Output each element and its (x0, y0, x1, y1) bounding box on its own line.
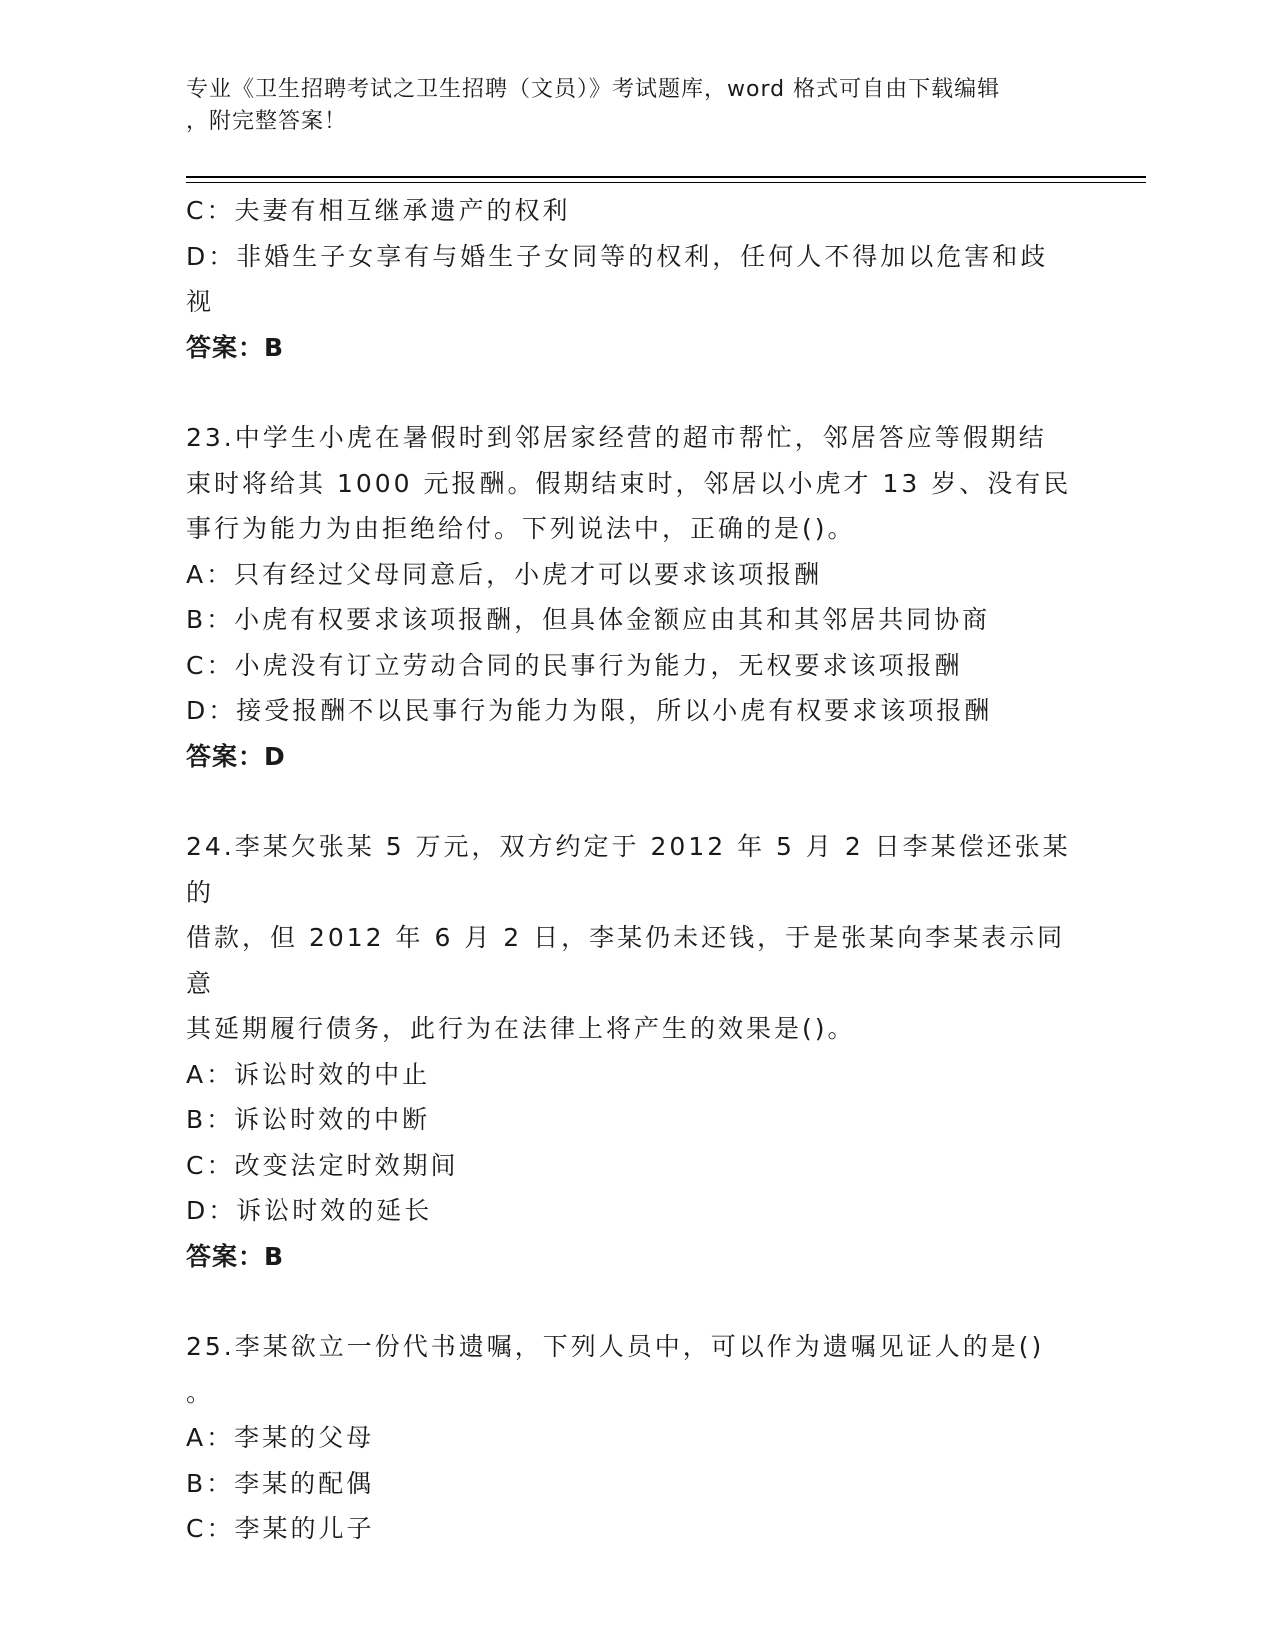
question-content (186, 188, 1076, 1552)
question-stem: 25.李某欲立一份代书遗嘱，下列人员中，可以作为遗嘱见证人的是() (186, 1332, 1045, 1361)
question-stem: 24.李某欠张某 5 万元，双方约定于 2012 年 5 月 2 日李某偿还张某的 (186, 832, 1071, 907)
header-line-2: ，附完整答案！ (186, 109, 348, 134)
header-divider-thin (186, 182, 1146, 183)
option-d-wrap: 视 (186, 287, 215, 316)
question-stem: 。 (186, 1377, 215, 1407)
question-22-continued (186, 188, 1076, 370)
question-stem: 其延期履行债务，此行为在法律上将产生的效果是()。 (186, 1014, 856, 1043)
answer: 答案：D (186, 741, 286, 771)
option-d: D：诉讼时效的延长 (186, 1196, 433, 1225)
option-c: C：夫妻有相互继承遗产的权利 (186, 196, 571, 225)
page-header (186, 74, 1086, 138)
spacer (186, 370, 1076, 415)
spacer (186, 1279, 1076, 1324)
option-d: D：非婚生子女享有与婚生子女同等的权利，任何人不得加以危害和歧 (186, 241, 1049, 271)
option-a: A：李某的父母 (186, 1423, 375, 1452)
option-d: D：接受报酬不以民事行为能力为限，所以小虎有权要求该项报酬 (186, 696, 993, 725)
question-stem: 束时将给其 1000 元报酬。假期结束时，邻居以小虎才 13 岁、没有民 (186, 468, 1072, 498)
option-b: B：小虎有权要求该项报酬，但具体金额应由其和其邻居共同协商 (186, 605, 991, 634)
option-c: C：李某的儿子 (186, 1514, 375, 1543)
answer: 答案：B (186, 1241, 285, 1271)
question-stem: 事行为能力为由拒绝给付。下列说法中，正确的是()。 (186, 514, 856, 543)
answer: 答案：B (186, 332, 285, 362)
header-line-1: 专业《卫生招聘考试之卫生招聘（文员）》考试题库，word 格式可自由下载编辑 (186, 77, 1001, 102)
question-stem: 借款，但 2012 年 6 月 2 日，李某仍未还钱，于是张某向李某表示同意 (186, 923, 1066, 998)
option-a: A：诉讼时效的中止 (186, 1059, 431, 1089)
header-divider-thick (186, 176, 1146, 178)
question-24 (186, 824, 1076, 1279)
option-a: A：只有经过父母同意后，小虎才可以要求该项报酬 (186, 559, 823, 589)
option-b: B：李某的配偶 (186, 1468, 375, 1498)
option-c: C：小虎没有订立劳动合同的民事行为能力，无权要求该项报酬 (186, 650, 963, 680)
question-stem: 23.中学生小虎在暑假时到邻居家经营的超市帮忙，邻居答应等假期结 (186, 423, 1047, 452)
option-c: C：改变法定时效期间 (186, 1150, 459, 1180)
option-b: B：诉讼时效的中断 (186, 1105, 431, 1134)
question-25 (186, 1324, 1076, 1552)
spacer (186, 779, 1076, 824)
question-23 (186, 415, 1076, 779)
